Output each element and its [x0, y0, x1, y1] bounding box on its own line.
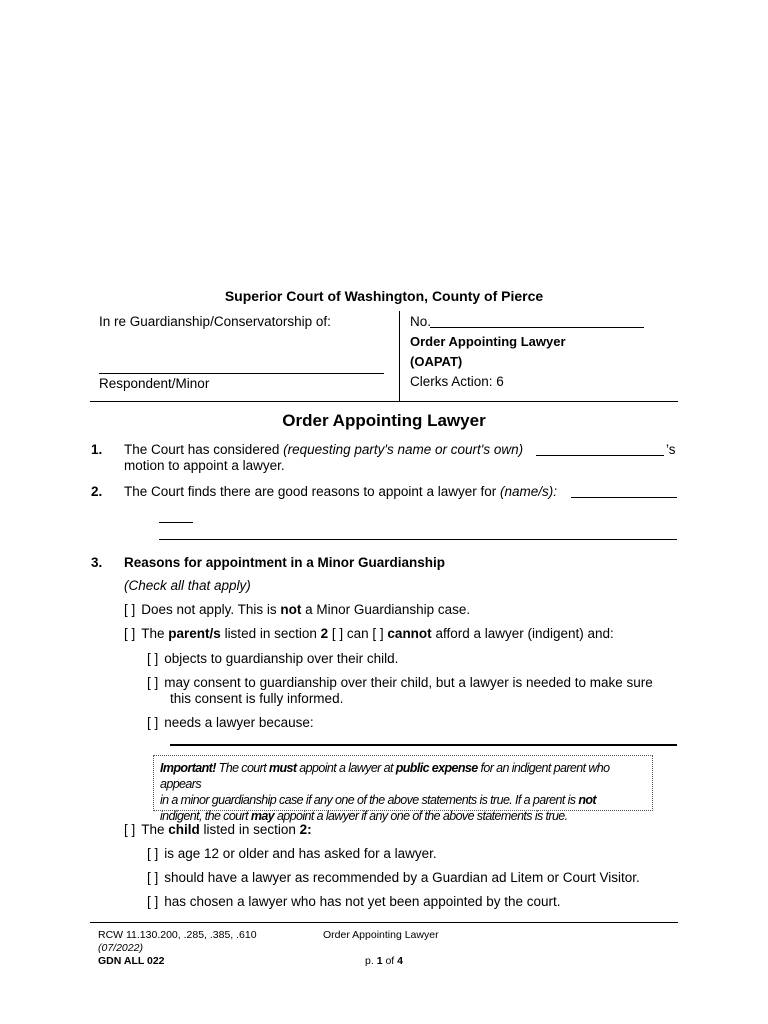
checkbox[interactable]: [ ]: [147, 894, 159, 909]
checkbox[interactable]: [ ]: [124, 822, 136, 837]
section-1-possessive: ’s: [666, 442, 676, 457]
section-3-number: 3.: [91, 555, 103, 570]
names-line-2[interactable]: [159, 522, 193, 523]
case-number-line[interactable]: [430, 327, 644, 328]
clerks-action: Clerks Action: 6: [410, 374, 504, 389]
section-1-text: The Court has considered (requesting party's name or court's own): [124, 442, 524, 457]
checkbox[interactable]: [ ]: [147, 651, 159, 666]
option-child-chosen-lawyer[interactable]: [ ] has chosen a lawyer who has not yet been appointed by the court.: [147, 894, 561, 909]
court-title: Superior Court of Washington, County of Pierce: [224, 288, 544, 304]
needs-lawyer-reason-line[interactable]: [170, 744, 677, 746]
footer-rule: [90, 922, 678, 923]
option-parent-consents[interactable]: [ ] may consent to guardianship over their child, but a lawyer is needed to make sure: [147, 675, 653, 690]
checkbox[interactable]: [ ]: [147, 870, 159, 885]
in-re-label: In re Guardianship/Conservatorship of:: [99, 314, 331, 329]
section-2-text: The Court finds there are good reasons to appoint a lawyer for (name/s):: [124, 484, 557, 499]
section-3-heading: Reasons for appointment in a Minor Guardianship: [124, 555, 446, 570]
caption-order-title: Order Appointing Lawyer: [410, 334, 566, 349]
respondent-label: Respondent/Minor: [99, 376, 210, 391]
important-notice: Important! The court must appoint a lawyer at public expense for an indigent parent who appears in a minor guardianship case if any one of the above statements is true. If a parent is not indigent, the court may appoint a lawyer if any one of the above statements is true.: [153, 755, 653, 811]
checkbox[interactable]: [ ]: [147, 846, 159, 861]
checkbox[interactable]: [ ]: [124, 602, 136, 617]
footer-date: (07/2022): [98, 942, 143, 954]
section-1-number: 1.: [91, 442, 103, 457]
names-line-1[interactable]: [571, 497, 677, 498]
checkbox[interactable]: [ ]: [147, 675, 159, 690]
caption-form-code: (OAPAT): [410, 354, 463, 369]
option-parent-needs-lawyer[interactable]: [ ] needs a lawyer because:: [147, 715, 314, 730]
section-1-text-line2: motion to appoint a lawyer.: [124, 458, 285, 473]
footer-form-number: GDN ALL 022: [98, 955, 165, 967]
check-all-note: (Check all that apply): [124, 578, 251, 593]
section-2-number: 2.: [91, 484, 103, 499]
caption-divider: [399, 311, 400, 401]
option-child[interactable]: [ ] The child listed in section 2:: [124, 822, 312, 837]
names-line-3[interactable]: [159, 539, 677, 540]
case-number-label: No.: [410, 314, 432, 329]
document-title: Order Appointing Lawyer: [282, 411, 486, 430]
respondent-name-line[interactable]: [99, 373, 384, 374]
option-parent-objects[interactable]: [ ] objects to guardianship over their child.: [147, 651, 399, 666]
option-parent[interactable]: [ ] The parent/s listed in section 2 [ ] can [ ] cannot afford a lawyer (indigent) and:: [124, 626, 614, 641]
option-child-age-12[interactable]: [ ] is age 12 or older and has asked for a lawyer.: [147, 846, 437, 861]
checkbox[interactable]: [ ]: [147, 715, 159, 730]
caption-bottom-rule: [90, 401, 678, 402]
footer-title: Order Appointing Lawyer: [323, 929, 439, 941]
requesting-party-line[interactable]: [536, 455, 664, 456]
checkbox[interactable]: [ ]: [124, 626, 136, 641]
option-not-applicable[interactable]: [ ] Does not apply. This is not a Minor Guardianship case.: [124, 602, 471, 617]
option-child-gal-recommended[interactable]: [ ] should have a lawyer as recommended by a Guardian ad Litem or Court Visitor.: [147, 870, 640, 885]
footer-page-number: p. 1 of 4: [365, 955, 403, 967]
footer-rcw: RCW 11.130.200, .285, .385, .610: [98, 929, 257, 941]
option-parent-consents-line2: this consent is fully informed.: [170, 691, 344, 706]
